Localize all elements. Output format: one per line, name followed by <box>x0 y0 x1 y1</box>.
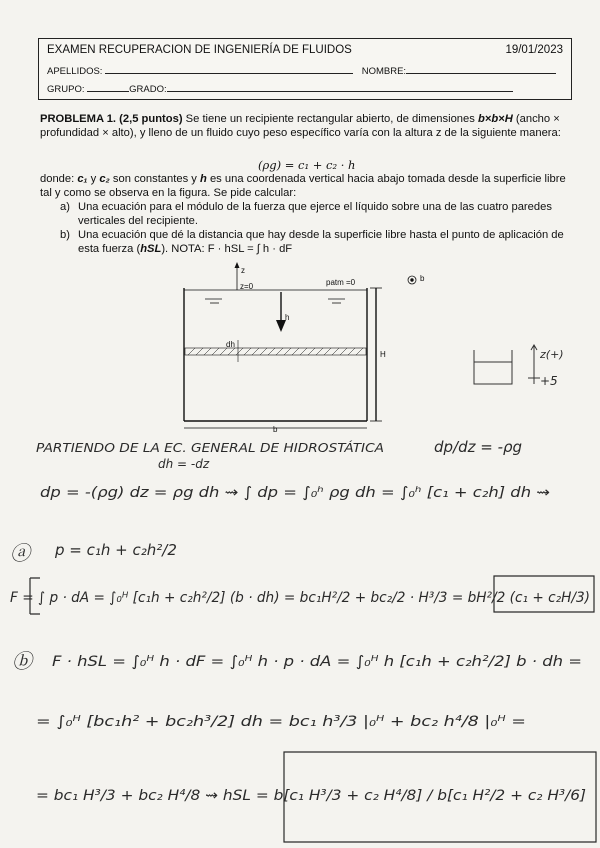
specific-weight-formula: (ρg) = c₁ + c₂ · h <box>258 158 356 172</box>
part-a-marker: ⓐ <box>10 541 30 565</box>
nombre-label: NOMBRE: <box>361 66 407 77</box>
b-circle-label: b <box>420 274 425 283</box>
hand-line-2: dh = -dz <box>158 457 210 471</box>
hand-line-8: = bc₁ H³/3 + bc₂ H⁴/8 ⇝ hSL = b[c₁ H³/3 + c₂ H⁴/8] / b[c₁ H²/2 + c₂ H³/6] <box>36 788 586 804</box>
hand-line-1-rhs: dp/dz = -ρg <box>434 438 523 456</box>
question-a-label: a) <box>60 201 70 213</box>
hand-line-7: = ∫₀ᴴ [bc₁h² + bc₂h³/2] dh = bc₁ h³/3 |₀ᴴ + bc₂ h⁴/8 |₀ᴴ = <box>36 714 526 730</box>
hand-line-3: dp = -(ρg) dz = ρg dh ⇝ ∫ dp = ∫₀ʰ ρg dh = ∫₀ʰ [c₁ + c₂h] dh ⇝ <box>40 485 550 501</box>
donde-text-2: y <box>87 173 100 185</box>
grado-label: GRADO: <box>129 84 167 95</box>
question-b-note: ). NOTA: F · hSL = ∫ h · dF <box>161 243 293 256</box>
h-label: h <box>285 313 290 322</box>
problem-intro-cont: (ancho × profundidad × alto), y lleno de un fluido cuyo peso específico varía con la altura z de la siguiente manera: <box>40 113 561 140</box>
donde-text: donde: <box>40 173 78 185</box>
question-a-text: Una ecuación para el módulo de la fuerza que ejerce el líquido sobre una de las cuatro paredes verticales del recipiente. <box>78 201 552 228</box>
hand-line-6: F · hSL = ∫₀ᴴ h · dF = ∫₀ᴴ h · p · dA = ∫₀ᴴ h [c₁h + c₂h²/2] b · dh = <box>52 654 582 670</box>
patm-label: patm =0 <box>326 278 356 287</box>
H-label: H <box>380 350 386 359</box>
c2-symbol: c₂ <box>99 173 110 185</box>
b-label: b <box>273 425 278 434</box>
z-label: z <box>241 266 245 275</box>
donde-text-4: es una coordenada vertical hacia abajo tomada desde la superficie libre tal y como se observa en la figura. Se pide calcular: <box>40 173 566 200</box>
dh-strip <box>185 348 366 355</box>
hand-line-1: PARTIENDO DE LA EC. GENERAL DE HIDROSTÁTICA <box>36 440 384 455</box>
exam-title: EXAMEN RECUPERACION DE INGENIERÍA DE FLUIDOS <box>47 44 352 56</box>
apellidos-label: APELLIDOS: <box>47 66 103 77</box>
problem-intro: Se tiene un recipiente rectangular abierto, de dimensiones <box>182 113 478 125</box>
dh-label: dh <box>226 340 235 349</box>
grupo-label: GRUPO: <box>47 84 85 95</box>
c1-symbol: c₁ <box>77 173 88 185</box>
z0-label: z=0 <box>240 282 254 291</box>
question-b-text: Una ecuación que dé la distancia que hay desde la superficie libre hasta el punto de aplicación de esta fuerza ( <box>78 229 564 256</box>
part-b-marker: ⓑ <box>12 649 32 673</box>
problem-heading: PROBLEMA 1. (2,5 puntos) <box>40 113 183 125</box>
donde-text-3: son constantes y <box>109 173 200 185</box>
container-figure <box>184 262 416 428</box>
question-b-label: b) <box>60 229 70 241</box>
h-symbol: h <box>200 173 207 185</box>
exam-date: 19/01/2023 <box>505 44 563 56</box>
margin-sketch <box>474 345 540 384</box>
hsl-symbol: hSL <box>140 243 162 256</box>
hand-line-4: p = c₁h + c₂h²/2 <box>55 541 177 559</box>
problem-dims: b×b×H <box>477 113 513 125</box>
margin-note: z(+) <box>540 348 564 361</box>
hand-line-5: F = ∫ p · dA = ∫₀ᴴ [c₁h + c₂h²/2] (b · dh) = bc₁H²/2 + bc₂/2 · H³/3 = bH²/2 (c₁ + c₂H/3) <box>10 590 590 606</box>
margin-note-2: +5 <box>540 374 558 388</box>
